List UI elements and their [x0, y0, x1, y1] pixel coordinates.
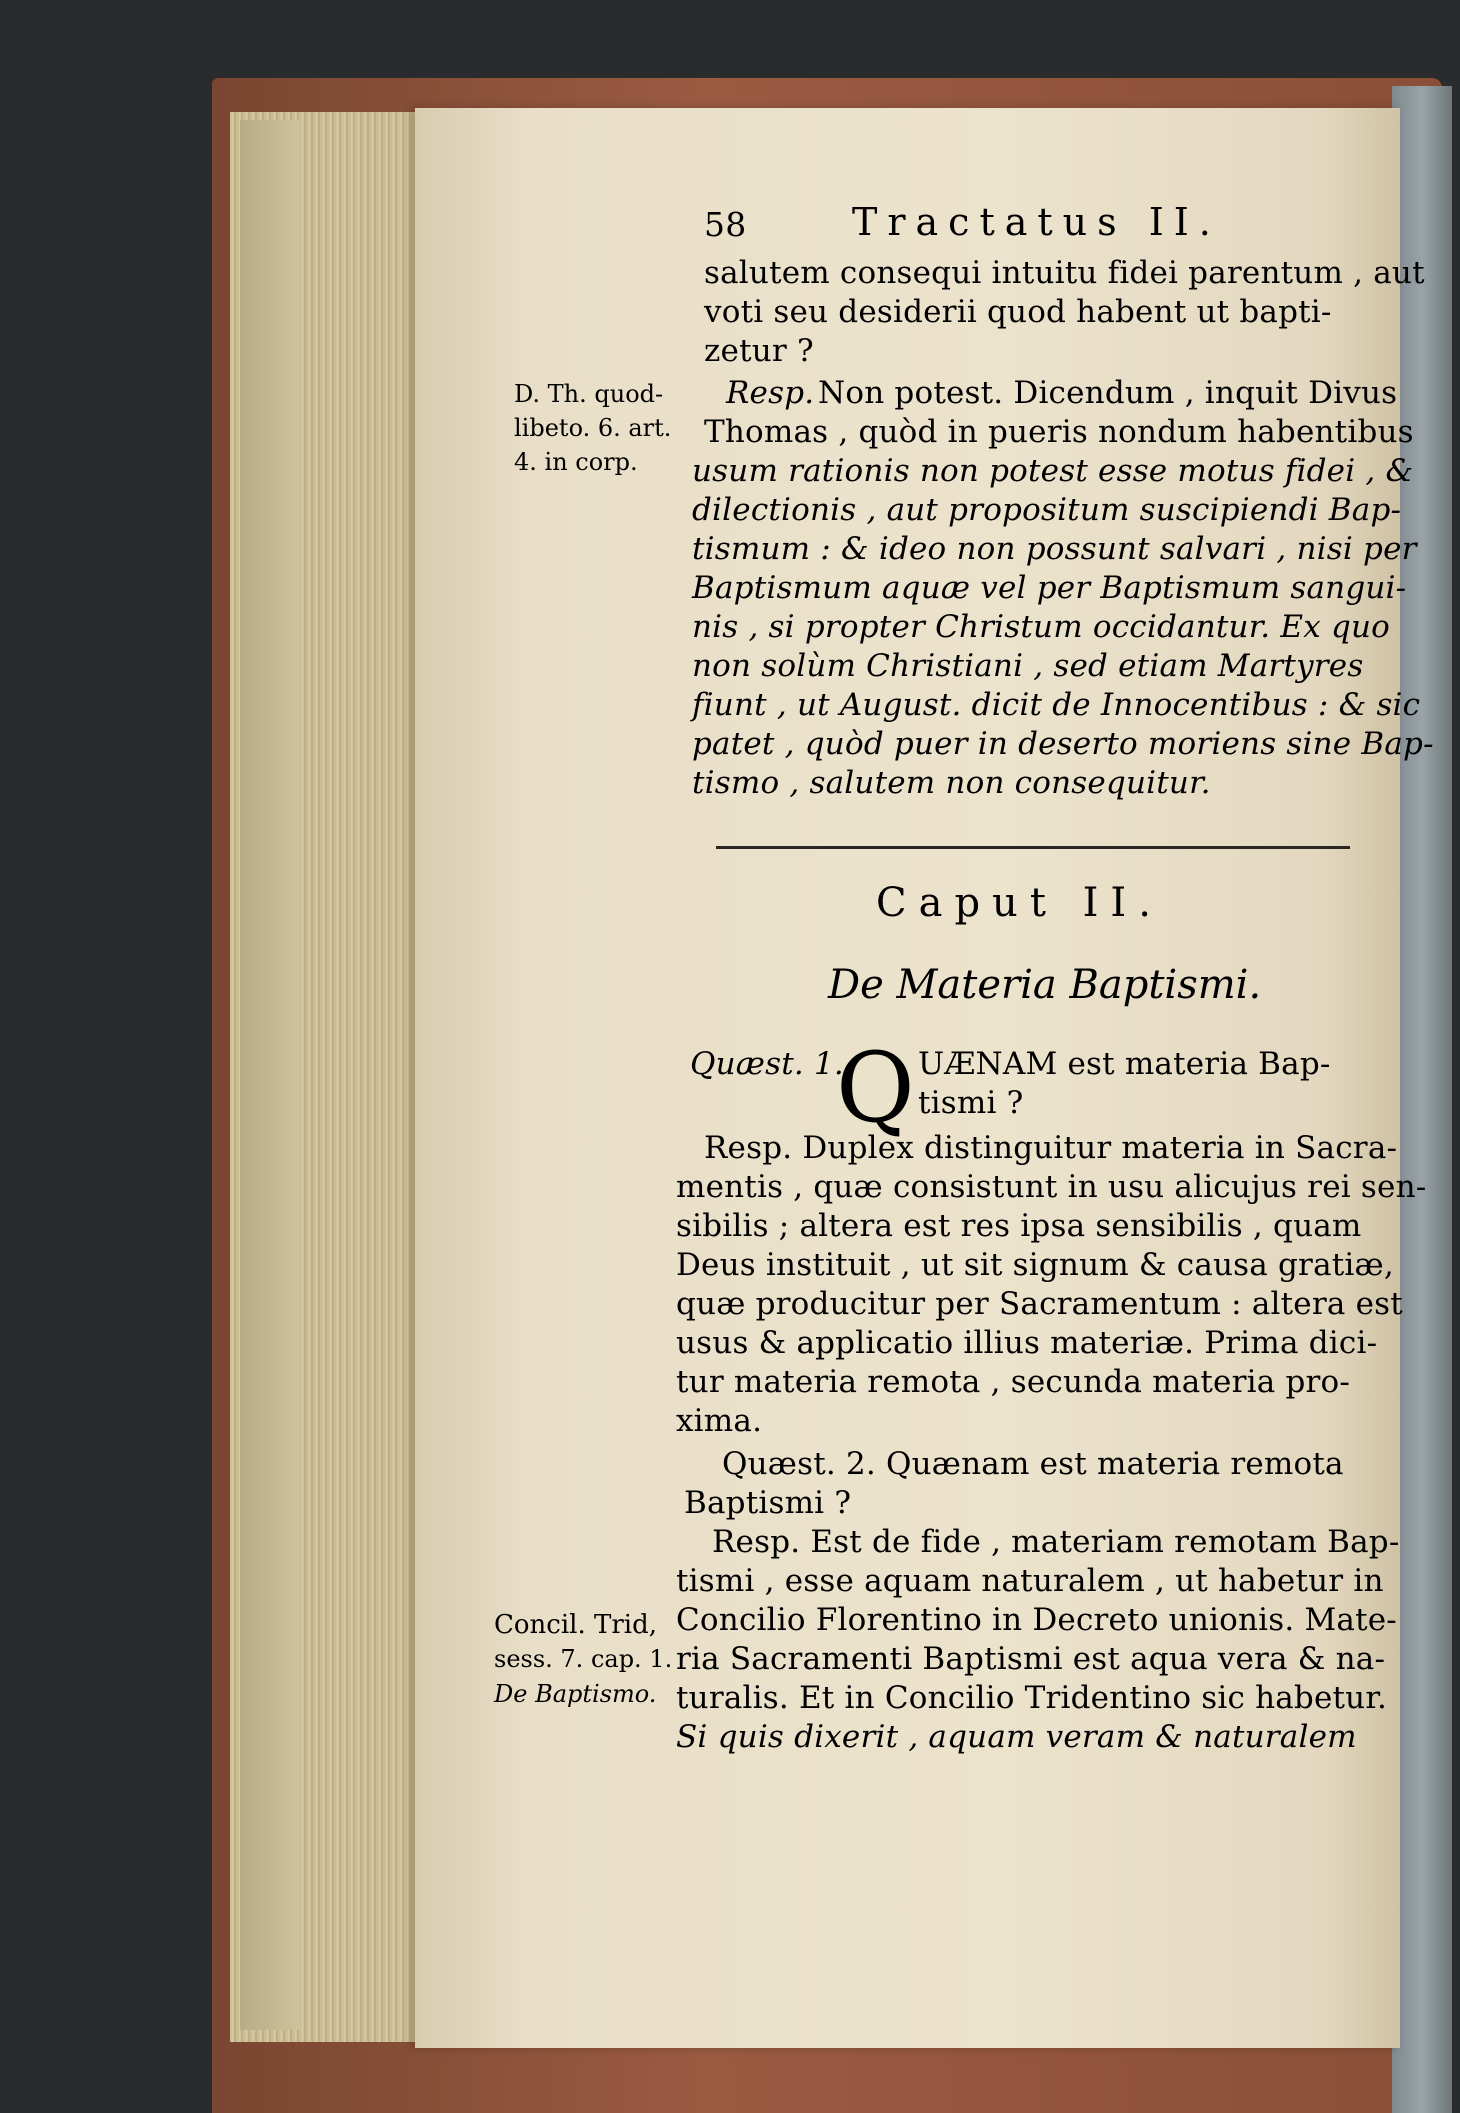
quaestio-label: Quæst. 1. — [690, 1046, 844, 1082]
text-line: Deus instituit , ut sit signum & causa gratiæ, — [676, 1247, 1394, 1283]
text-line: Non potest. Dicendum , inquit Divus — [818, 375, 1398, 411]
margin-note: Concil. Trid, — [494, 1610, 658, 1640]
chapter-subtitle: De Materia Baptismi. — [828, 962, 1262, 1008]
text-line: patet , quòd puer in deserto moriens sine Bap- — [692, 726, 1434, 762]
text-line: nis , si propter Christum occidantur. Ex quo — [692, 609, 1391, 645]
section-divider — [716, 846, 1350, 849]
text-line: UÆNAM est materia Bap- — [918, 1046, 1331, 1082]
text-line: tur materia remota , secunda materia pro- — [676, 1364, 1351, 1400]
text-line: tismo , salutem non consequitur. — [692, 765, 1211, 801]
page-edges-shadow — [240, 120, 300, 2030]
margin-note: libeto. 6. art. — [514, 414, 672, 442]
text-line: sibilis ; altera est res ipsa sensibilis , quam — [676, 1208, 1362, 1244]
text-line: Resp. Est de fide , materiam remotam Bap- — [712, 1524, 1400, 1560]
text-line: usum rationis non potest esse motus fidei , & — [692, 453, 1414, 489]
text-line: Thomas , quòd in pueris nondum habentibus — [704, 414, 1414, 450]
text-line: tismi ? — [918, 1085, 1024, 1121]
text-line: xima. — [676, 1403, 763, 1439]
text-line: tismi , esse aquam naturalem , ut habetur in — [676, 1563, 1384, 1599]
text-line: usus & applicatio illius materiæ. Prima dici- — [676, 1325, 1378, 1361]
margin-note: De Baptismo. — [494, 1680, 657, 1708]
chapter-heading: Caput II. — [876, 880, 1163, 926]
page-number: 58 — [704, 205, 747, 244]
text-line: Resp. Duplex distinguitur materia in Sacra- — [704, 1130, 1398, 1166]
text-line: Concilio Florentino in Decreto unionis. Mate- — [676, 1602, 1397, 1638]
text-line: fiunt , ut August. dicit de Innocentibus : & sic — [692, 687, 1421, 723]
text-line: non solùm Christiani , sed etiam Martyres — [692, 648, 1364, 684]
text-line: dilectionis , aut propositum suscipiendi Bap- — [692, 492, 1402, 528]
book-spine-edge — [1392, 86, 1452, 2113]
text-line: Baptismum aquæ vel per Baptismum sangui- — [692, 570, 1407, 606]
text-line: voti seu desiderii quod habent ut bapti- — [704, 294, 1332, 330]
margin-note: D. Th. quod- — [514, 380, 664, 408]
text-line: zetur ? — [704, 333, 814, 369]
text-line: turalis. Et in Concilio Tridentino sic habetur. — [676, 1680, 1388, 1716]
text-line: Baptismi ? — [684, 1485, 852, 1521]
running-title: Tractatus II. — [852, 200, 1221, 244]
text-line: tismum : & ideo non possunt salvari , nisi per — [692, 531, 1417, 567]
drop-capital: Q — [836, 1032, 915, 1144]
text-line: Quæst. 2. Quænam est materia remota — [722, 1446, 1344, 1482]
resp-label: Resp. — [726, 375, 815, 411]
margin-note: sess. 7. cap. 1. — [494, 1645, 673, 1673]
text-line: quæ producitur per Sacramentum : altera est — [676, 1286, 1403, 1322]
text-line: mentis , quæ consistunt in usu alicujus rei sen- — [676, 1169, 1427, 1205]
margin-note: 4. in corp. — [514, 448, 638, 476]
text-line: Si quis dixerit , aquam veram & naturalem — [676, 1719, 1357, 1755]
text-line: salutem consequi intuitu fidei parentum , aut — [704, 255, 1425, 291]
text-line: ria Sacramenti Baptismi est aqua vera & na- — [676, 1641, 1386, 1677]
